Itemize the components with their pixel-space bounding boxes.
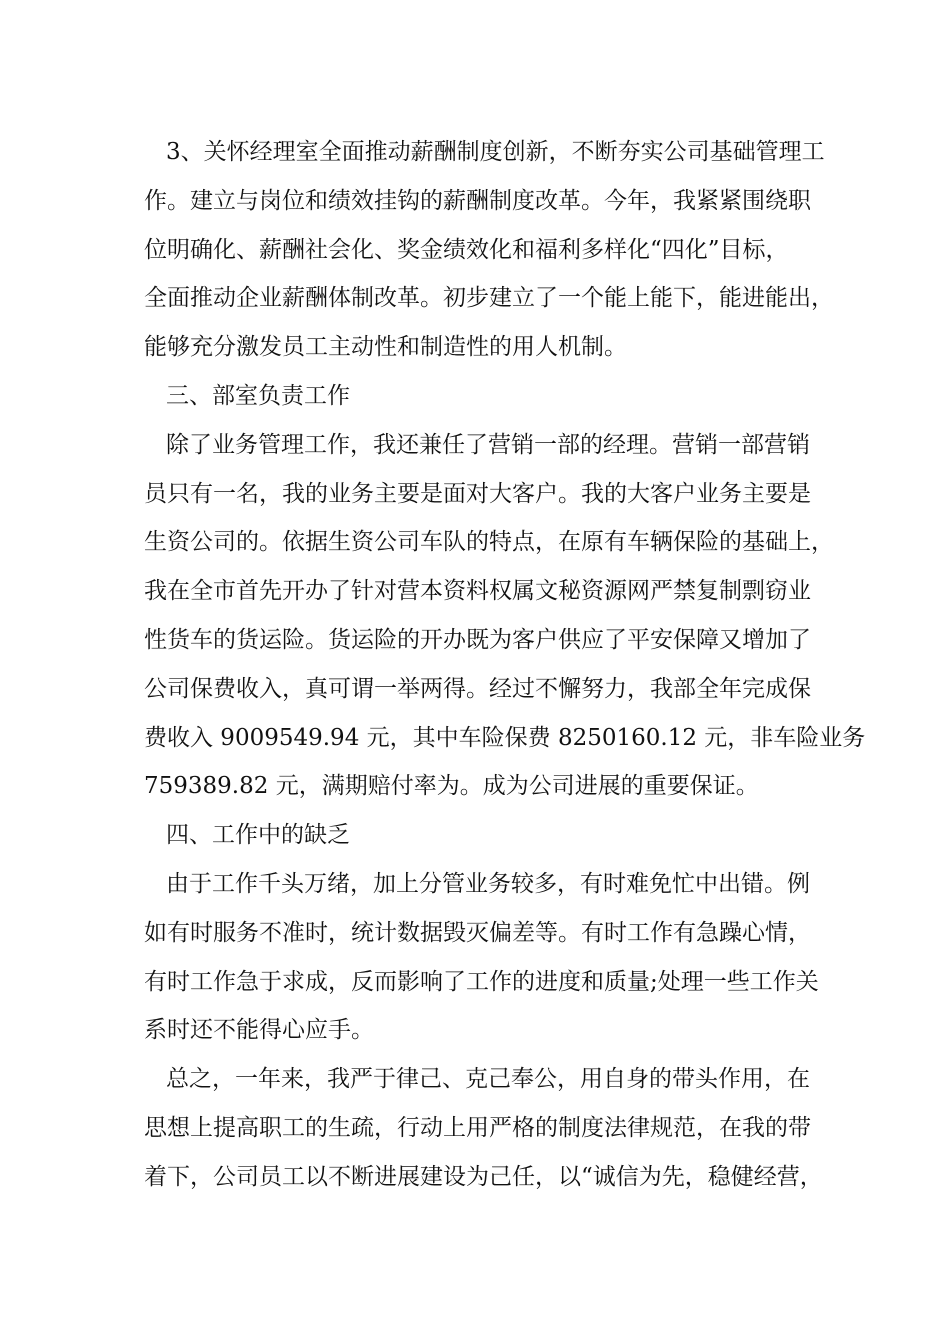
section-heading: 四、工作中的缺乏 — [166, 822, 350, 849]
paragraph-line: 总之，一年来，我严于律己、克己奉公，用自身的带头作用，在 — [166, 1066, 810, 1093]
paragraph-line: 全面推动企业薪酬体制改革。初步建立了一个能上能下，能进能出， — [144, 285, 834, 312]
paragraph-line: 能够充分激发员工主动性和制造性的用人机制。 — [144, 334, 627, 361]
paragraph-line: 公司保费收入，真可谓一举两得。经过不懈努力，我部全年完成保 — [144, 675, 811, 702]
paragraph-line: 位明确化、薪酬社会化、奖金绩效化和福利多样化“四化”目标， — [144, 236, 789, 263]
paragraph-line: 性货车的货运险。货运险的开办既为客户供应了平安保障又增加了 — [144, 626, 811, 653]
paragraph-line: 员只有一名，我的业务主要是面对大客户。我的大客户业务主要是 — [144, 480, 811, 507]
paragraph-line: 有时工作急于求成，反而影响了工作的进度和质量;处理一些工作关 — [144, 968, 819, 995]
paragraph-line: 着下，公司员工以不断进展建设为己任，以“诚信为先，稳健经营， — [144, 1163, 823, 1190]
paragraph-line: 如有时服务不准时，统计数据毁灭偏差等。有时工作有急躁心情， — [144, 919, 811, 946]
section-heading: 三、部室负责工作 — [166, 382, 350, 409]
paragraph-line: 除了业务管理工作，我还兼任了营销一部的经理。营销一部营销 — [166, 431, 810, 458]
paragraph-line: 作。建立与岗位和绩效挂钩的薪酬制度改革。今年，我紧紧围绕职 — [144, 187, 811, 214]
paragraph-line: 思想上提高职工的生疏，行动上用严格的制度法律规范，在我的带 — [144, 1114, 811, 1141]
paragraph-line: 费收入 9009549.94 元，其中车险保费 8250160.12 元，非车险业务 — [144, 724, 866, 751]
paragraph-line: 由于工作千头万绪，加上分管业务较多，有时难免忙中出错。例 — [166, 870, 810, 897]
paragraph-line: 系时还不能得心应手。 — [144, 1017, 374, 1044]
paragraph-line: 3、关怀经理室全面推动薪酬制度创新，不断夯实公司基础管理工 — [166, 139, 825, 165]
document-body — [144, 128, 866, 1202]
paragraph-line: 759389.82 元，满期赔付率为。成为公司进展的重要保证。 — [144, 773, 759, 800]
paragraph-line: 我在全市首先开办了针对营本资料权属文秘资源网严禁复制剽窃业 — [144, 578, 811, 605]
paragraph-line: 生资公司的。依据生资公司车队的特点，在原有车辆保险的基础上， — [144, 529, 834, 556]
